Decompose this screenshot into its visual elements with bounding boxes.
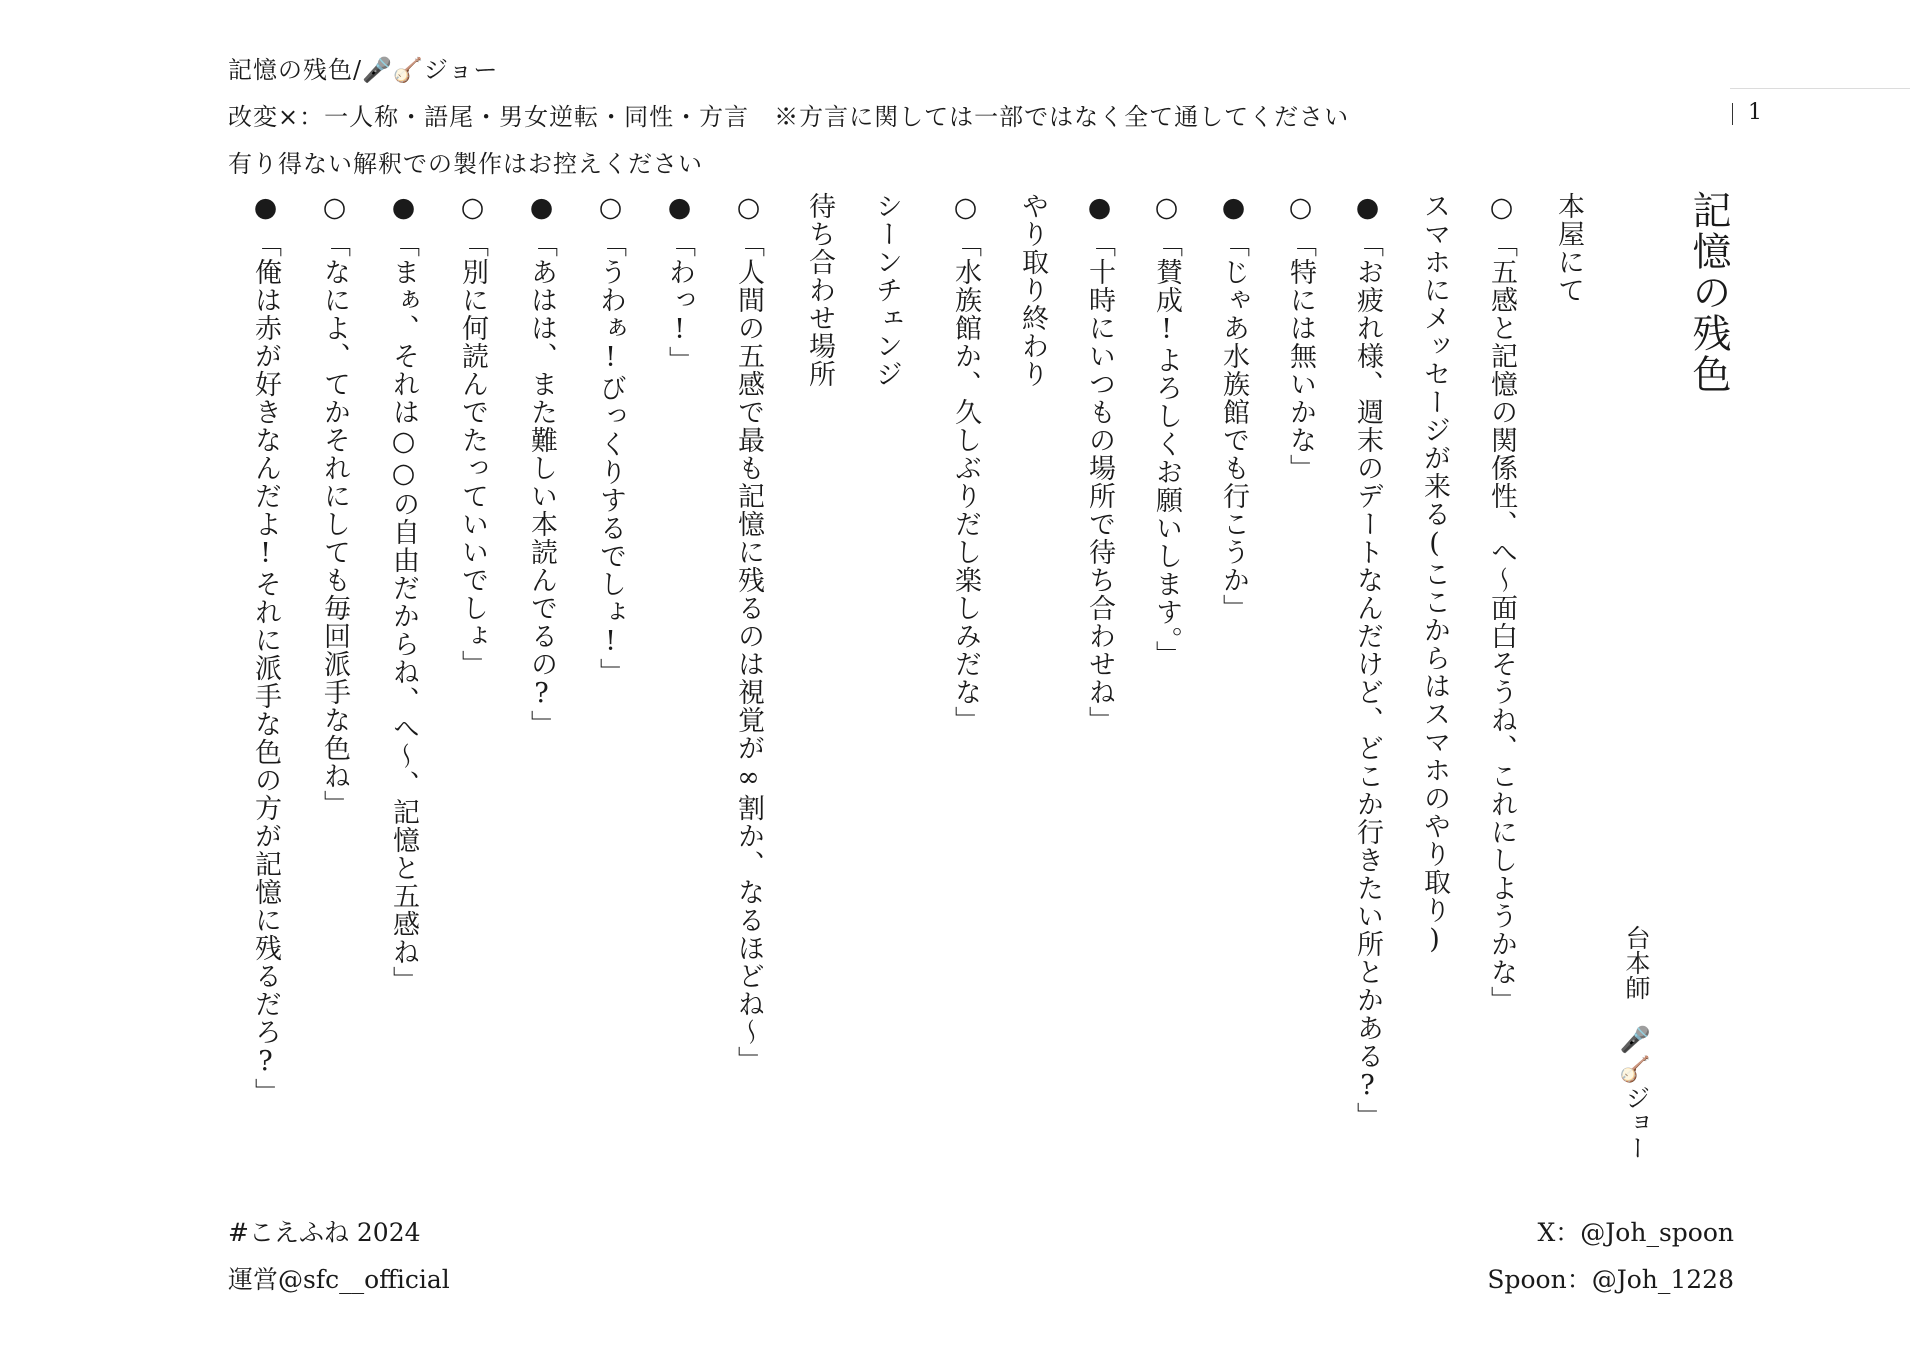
line-text: 待ち合わせ場所 (804, 192, 835, 388)
footer-organizer: 運営@sfc__official (228, 1265, 450, 1294)
speaker-mark: ● (250, 192, 281, 224)
speaker-mark: ● (1084, 192, 1115, 224)
line-text: 「うわぁ!びっくりするでしょ!」 (595, 230, 626, 686)
page-number: 1 (1748, 100, 1762, 125)
speaker-mark: ○ (1285, 192, 1316, 224)
script-line (528, 192, 555, 738)
script-line (1019, 192, 1046, 388)
line-text: やり取り終わり (1017, 192, 1048, 388)
script-line (459, 192, 486, 678)
speaker-mark: ● (388, 192, 419, 224)
script-line (1555, 192, 1582, 304)
line-text: 「お疲れ様、週末のデートなんだけど、どこか行きたい所とかある?」 (1352, 230, 1383, 1130)
speaker-mark: ○ (595, 192, 626, 224)
speaker-mark: ○ (1151, 192, 1182, 224)
line-text: スマホにメッセージが来る(ここからはスマホのやり取り) (1419, 192, 1450, 956)
script-line (952, 192, 979, 734)
author-name: 🎤🪕ジョー (1622, 1024, 1651, 1161)
footer-spoon-handle: Spoon：@Joh_1228 (1487, 1265, 1734, 1294)
speaker-mark: ● (664, 192, 695, 224)
speaker-mark: ● (1218, 192, 1249, 224)
speaker-mark: ○ (733, 192, 764, 224)
line-text: 「人間の五感で最も記憶に残るのは視覚が∞割か、なるほどね〜」 (733, 230, 764, 1074)
author-credit (1618, 925, 1654, 1160)
page-title: 記憶の残色 (1686, 190, 1731, 395)
script-line (252, 192, 279, 1106)
speaker-mark: ○ (319, 192, 350, 224)
speaker-mark: ● (526, 192, 557, 224)
speaker-mark: ○ (457, 192, 488, 224)
line-text: 「俺は赤が好きなんだよ!それに派手な色の方が記憶に残るだろ?」 (250, 230, 281, 1106)
script-line (1287, 192, 1314, 482)
line-text: 「あはは、また難しい本読んでるの?」 (526, 230, 557, 738)
script-line (1220, 192, 1247, 622)
header-title-line: 記憶の残色/🎤🪕ジョー (228, 56, 499, 84)
line-text: 「別に何読んでたっていいでしょ」 (457, 230, 488, 678)
line-text: 本屋にて (1553, 192, 1584, 304)
script-line (1354, 192, 1381, 1130)
line-text: 「わっ!」 (664, 230, 695, 374)
author-label: 台本師 (1622, 925, 1651, 1000)
line-text: 「なによ、てかそれにしても毎回派手な色ね」 (319, 230, 350, 818)
script-line (597, 192, 624, 686)
line-text: 「水族館か、久しぶりだし楽しみだな」 (950, 230, 981, 734)
script-line (735, 192, 762, 1074)
line-text: シーンチェンジ (871, 192, 902, 388)
script-line (321, 192, 348, 818)
footer-hashtag: #こえふね 2024 (228, 1218, 421, 1247)
script-line (806, 192, 833, 388)
script-line (1153, 192, 1180, 669)
speaker-mark: ○ (1486, 192, 1517, 224)
line-text: 「十時にいつもの場所で待ち合わせね」 (1084, 230, 1115, 734)
page-rule (1730, 88, 1910, 89)
script-line (873, 192, 900, 388)
line-text: 「まぁ、それは○○の自由だからね、へ〜、記憶と五感ね」 (388, 230, 419, 994)
speaker-mark: ● (1352, 192, 1383, 224)
line-text: 「五感と記憶の関係性、へ〜面白そうね、これにしようかな」 (1486, 230, 1517, 1014)
script-line (1421, 192, 1448, 956)
line-text: 「特には無いかな」 (1285, 230, 1316, 482)
script-line (1488, 192, 1515, 1014)
script-line (1086, 192, 1113, 734)
footer-x-handle: X：@Joh_spoon (1537, 1218, 1734, 1247)
header-notice-line: 有り得ない解釈での製作はお控えください (228, 150, 703, 178)
line-text: 「じゃあ水族館でも行こうか」 (1218, 230, 1249, 622)
script-line (666, 192, 693, 374)
speaker-mark: ○ (950, 192, 981, 224)
line-text: 「賛成!よろしくお願いします。」 (1151, 230, 1182, 669)
header-rules-line: 改変×：一人称・語尾・男女逆転・同性・方言 ※方言に関しては一部ではなく全て通してください (228, 103, 1350, 131)
page-number-divider (1732, 103, 1733, 125)
script-line (390, 192, 417, 994)
